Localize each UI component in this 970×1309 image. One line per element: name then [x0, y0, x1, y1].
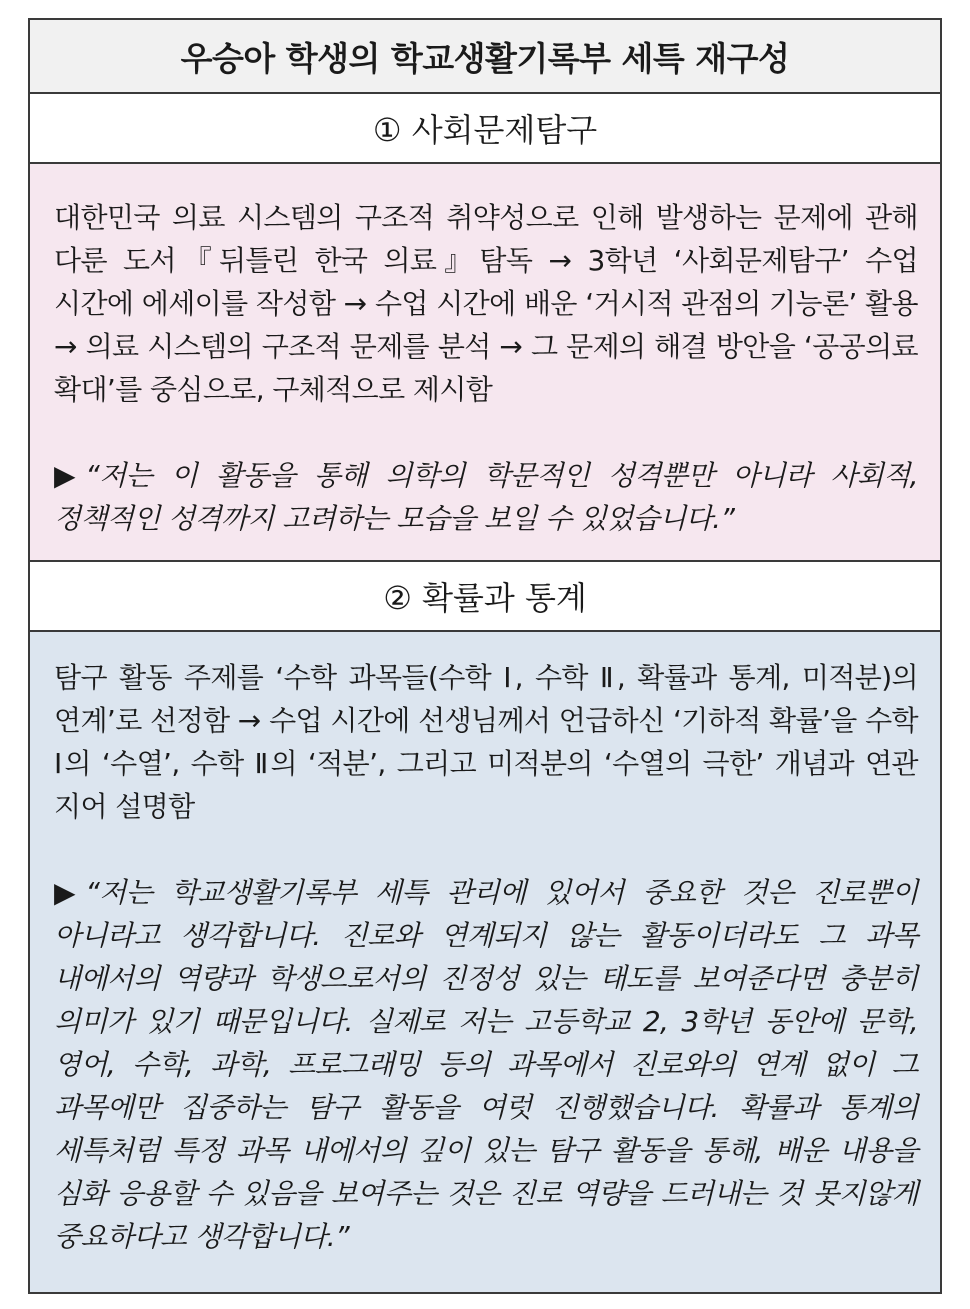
triangle-marker-icon: ▶	[54, 459, 86, 492]
section-description: 대한민국 의료 시스템의 구조적 취약성으로 인해 발생하는 문제에 관해 다룬 도서『뒤틀린 한국 의료』탐독 → 3학년 ‘사회문제탐구’ 수업 시간에 에세이를 작성함 → 수업 시간에 배운 ‘거시적 관점의 기능론’ 활용 → 의료 시스템의 구조적 문제를 분석 → 그 문제의 해결 방안을 ‘공공의료 확대’를 중심으로, 구체적으로 제시함	[54, 201, 918, 406]
section-body-probability-statistics	[30, 632, 940, 1292]
section-heading-social-problems: ① 사회문제탐구	[30, 94, 940, 164]
quote-text: “저는 이 활동을 통해 의학의 학문적인 성격뿐만 아니라 사회적, 정책적인 성격까지 고려하는 모습을 보일 수 있었습니다.”	[54, 459, 918, 535]
triangle-marker-icon: ▶	[54, 876, 86, 909]
student-quote	[54, 871, 918, 1258]
section-description: 탐구 활동 주제를 ‘수학 과목들(수학 Ⅰ, 수학 Ⅱ, 확률과 통계, 미적분)의 연계’로 선정함 → 수업 시간에 선생님께서 언급하신 ‘기하적 확률’을 수학 Ⅰ의 ‘수열’, 수학 Ⅱ의 ‘적분’, 그리고 미적분의 ‘수열의 극한’ 개념과 연관 지어 설명함	[54, 661, 918, 823]
section-heading-probability-statistics: ② 확률과 통계	[30, 560, 940, 632]
record-table	[28, 18, 942, 1294]
document-title: 우승아 학생의 학교생활기록부 세특 재구성	[30, 20, 940, 94]
quote-text: “저는 학교생활기록부 세특 관리에 있어서 중요한 것은 진로뿐이 아니라고 생각합니다. 진로와 연계되지 않는 활동이더라도 그 과목 내에서의 역량과 학생으로서의 진정성 있는 태도를 보여준다면 충분히 의미가 있기 때문입니다. 실제로 저는 고등학교 2, 3학년 동안에 문학, 영어, 수학, 과학, 프로그래밍 등의 과목에서 진로와의 연계 없이 그 과목에만 집중하는 탐구 활동을 여럿 진행했습니다. 확률과 통계의 세특처럼 특정 과목 내에서의 깊이 있는 탐구 활동을 통해, 배운 내용을 심화 응용할 수 있음을 보여주는 것은 진로 역량을 드러내는 것 못지않게 중요하다고 생각합니다.”	[54, 876, 918, 1253]
section-body-social-problems	[30, 164, 940, 560]
student-quote	[54, 454, 918, 540]
